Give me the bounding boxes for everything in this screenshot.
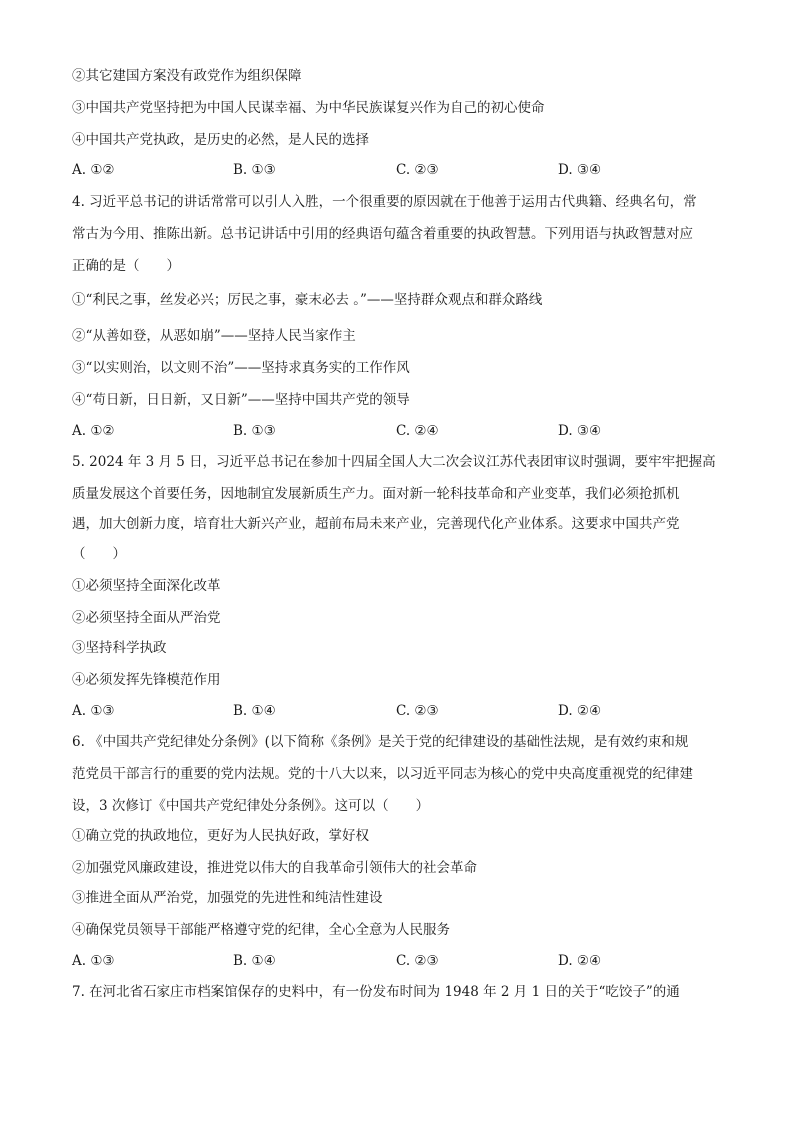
q3-options <box>72 160 732 180</box>
q7-stem-line-1: 7. 在河北省石家庄市档案馆保存的史料中，有一份发布时间为 1948 年 2 月 1 日的关于“吃饺子”的通 <box>72 984 680 1000</box>
q3-option-d: D. ③④ <box>558 162 602 178</box>
q3-item-2: ②其它建国方案没有政党作为组织保障 <box>72 68 302 84</box>
q3-option-a: A. ①② <box>72 162 115 178</box>
q5-options <box>72 701 732 721</box>
q5-stem-line-1: 5. 2024 年 3 月 5 日，习近平总书记在参加十四届全国人大二次会议江苏代表团审议时强调，要牢牢把握高 <box>72 454 716 470</box>
q6-options <box>72 951 732 971</box>
q4-item-3: ③“以实则治，以文则不治”——坚持求真务实的工作作风 <box>72 360 410 376</box>
q6-item-4: ④确保党员领导干部能严格遵守党的纪律，全心全意为人民服务 <box>72 922 450 938</box>
q4-stem-line-2: 常古为今用、推陈出新。总书记讲话中引用的经典语句蕴含着重要的执政智慧。下列用语与执政智慧对应 <box>72 226 693 242</box>
q4-stem-line-3: 正确的是（ ） <box>72 258 180 274</box>
q6-option-b: B. ①④ <box>233 953 276 969</box>
q5-stem-line-4: （ ） <box>72 546 126 562</box>
q4-option-b: B. ①③ <box>233 423 276 439</box>
q3-option-b: B. ①③ <box>233 162 276 178</box>
q5-stem-line-3: 遇，加大创新力度，培育壮大新兴产业，超前布局未来产业，完善现代化产业体系。这要求中国共产党 <box>72 516 680 532</box>
q5-item-3: ③坚持科学执政 <box>72 640 167 656</box>
q4-options <box>72 421 732 441</box>
q4-item-2: ②“从善如登，从恶如崩”——坚持人民当家作主 <box>72 328 356 344</box>
q6-item-1: ①确立党的执政地位，更好为人民执好政，掌好权 <box>72 828 369 844</box>
q4-stem-line-1: 4. 习近平总书记的讲话常常可以引人入胜，一个很重要的原因就在于他善于运用古代典籍、经典名句，常 <box>72 194 697 210</box>
q4-item-4: ④“苟日新，日日新，又日新”——坚持中国共产党的领导 <box>72 392 410 408</box>
q5-option-b: B. ①④ <box>233 703 276 719</box>
q5-option-c: C. ②③ <box>396 703 439 719</box>
q3-item-4: ④中国共产党执政，是历史的必然，是人民的选择 <box>72 132 369 148</box>
q4-option-c: C. ②④ <box>396 423 439 439</box>
q6-stem-line-1: 6. 《中国共产党纪律处分条例》(以下简称《条例》是关于党的纪律建设的基础性法规，是有效约束和规 <box>72 734 689 750</box>
q6-item-3: ③推进全面从严治党，加强党的先进性和纯洁性建设 <box>72 890 383 906</box>
q5-option-d: D. ②④ <box>558 703 602 719</box>
q6-option-d: D. ②④ <box>558 953 602 969</box>
q3-item-3: ③中国共产党坚持把为中国人民谋幸福、为中华民族谋复兴作为自己的初心使命 <box>72 100 545 116</box>
q5-item-2: ②必须坚持全面从严治党 <box>72 610 221 626</box>
q6-option-a: A. ①③ <box>72 953 115 969</box>
q6-stem-line-2: 范党员干部言行的重要的党内法规。党的十八大以来，以习近平同志为核心的党中央高度重视党的纪律建 <box>72 766 693 782</box>
q5-stem-line-2: 质量发展这个首要任务，因地制宜发展新质生产力。面对新一轮科技革命和产业变革，我们必须抢抓机 <box>72 486 680 502</box>
q4-option-a: A. ①② <box>72 423 115 439</box>
q5-item-1: ①必须坚持全面深化改革 <box>72 578 221 594</box>
q4-option-d: D. ③④ <box>558 423 602 439</box>
q6-option-c: C. ②③ <box>396 953 439 969</box>
q6-stem-line-3: 设，3 次修订《中国共产党纪律处分条例》。这可以（ ） <box>72 798 430 814</box>
q5-item-4: ④必须发挥先锋模范作用 <box>72 672 221 688</box>
q4-item-1: ①“利民之事，丝发必兴；厉民之事，豪末必去 。”——坚持群众观点和群众路线 <box>72 292 543 308</box>
q6-item-2: ②加强党风廉政建设，推进党以伟大的自我革命引领伟大的社会革命 <box>72 860 477 876</box>
q3-option-c: C. ②③ <box>396 162 439 178</box>
q5-option-a: A. ①③ <box>72 703 115 719</box>
